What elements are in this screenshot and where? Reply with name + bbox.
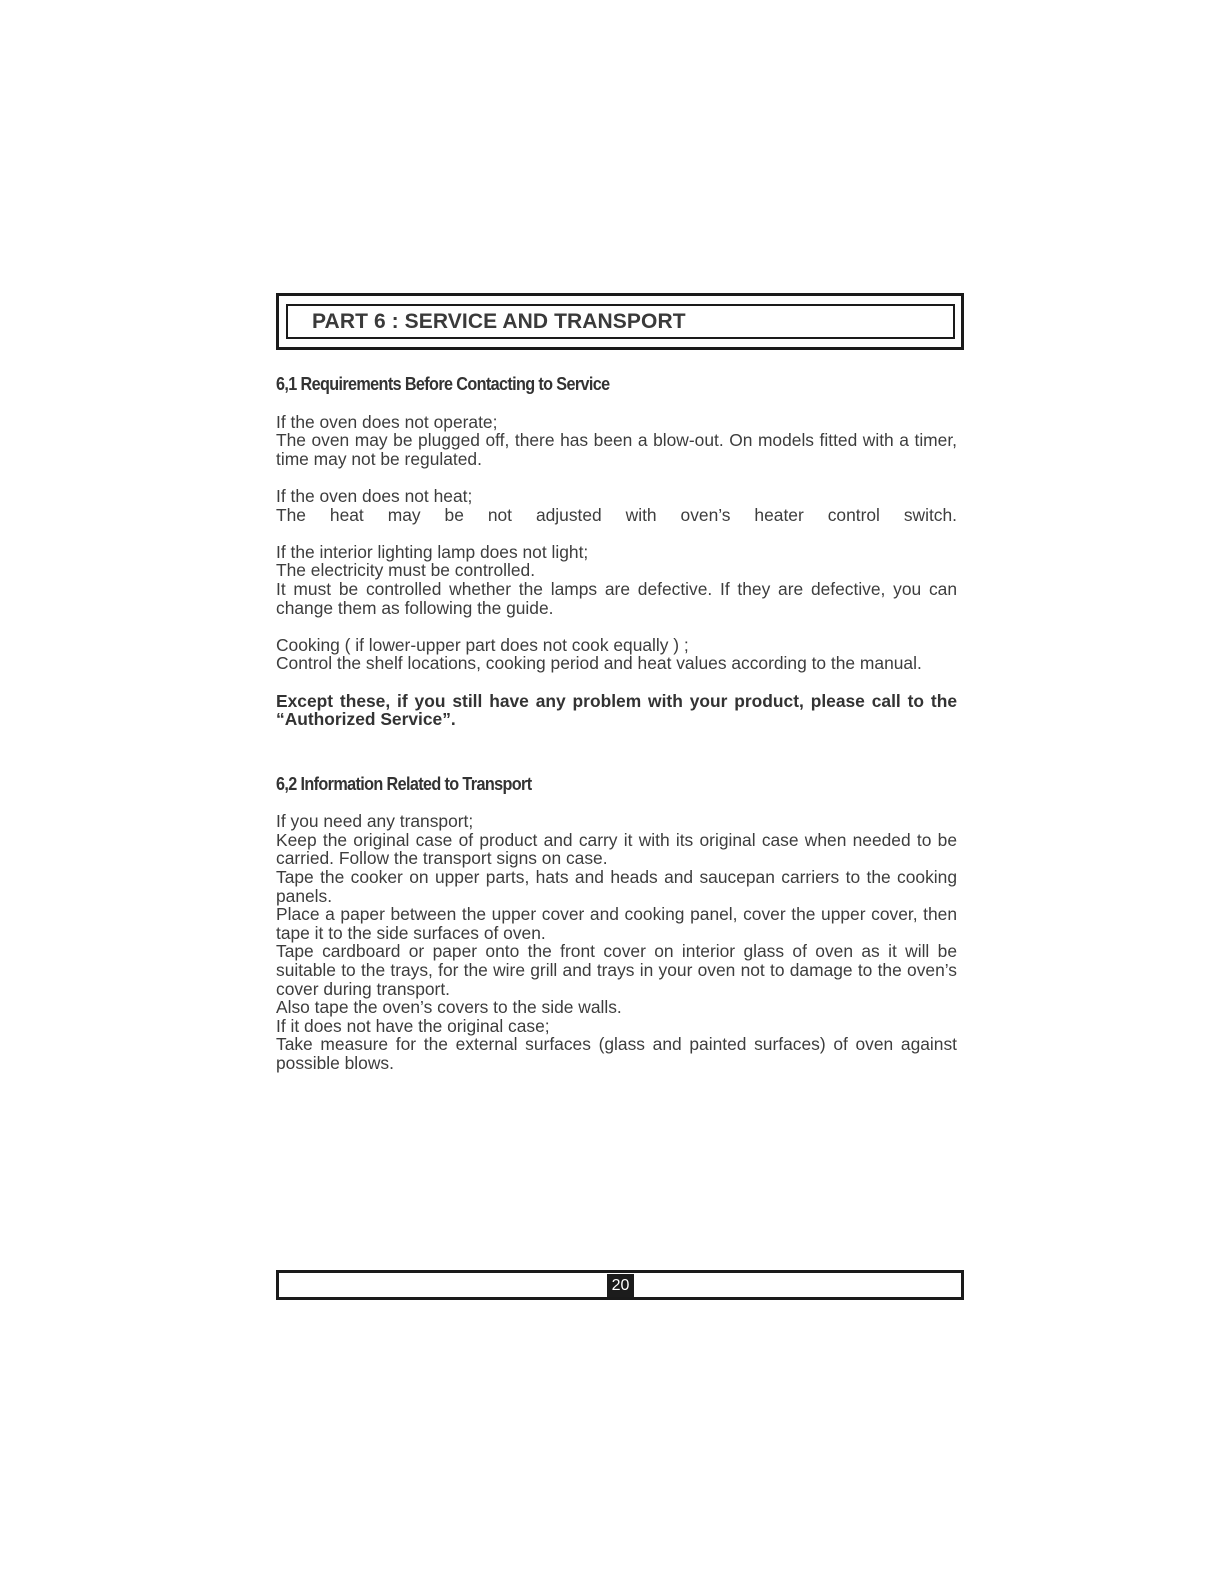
- paragraph-cooking: [276, 636, 957, 673]
- transport-item: Tape the cooker on upper parts, hats and heads and saucepan carriers to the cooking panels.: [276, 867, 957, 906]
- paragraph-intro: If the interior lighting lamp does not light;: [276, 541, 589, 562]
- section-title-inner-frame: [286, 304, 955, 339]
- paragraph-body: The oven may be plugged off, there has been a blow-out. On models fitted with a timer, time may not be regulated.: [276, 430, 957, 469]
- paragraph-intro: Cooking ( if lower-upper part does not cook equally ) ;: [276, 634, 689, 655]
- paragraph-line: The electricity must be controlled.: [276, 560, 536, 581]
- authorized-service-note: Except these, if you still have any problem with your product, please call to the “Authorized Service”.: [276, 690, 957, 730]
- paragraph-lamp: [276, 543, 957, 617]
- page-content: [276, 375, 957, 1091]
- section-title-frame: [276, 293, 964, 350]
- section-heading-transport: 6,2 Information Related to Transport: [276, 773, 532, 794]
- paragraph-intro: If the oven does not heat;: [276, 485, 473, 506]
- paragraph-body: The heat may be not adjusted with oven’s heater control switch.: [276, 504, 957, 525]
- transport-item: Also tape the oven’s covers to the side walls.: [276, 997, 622, 1018]
- transport-item: Keep the original case of product and carry it with its original case when needed to be carried. Follow the transport signs on case.: [276, 829, 957, 869]
- transport-instructions: [276, 812, 957, 1072]
- paragraph-body: Control the shelf locations, cooking period and heat values according to the manual.: [276, 653, 922, 674]
- paragraph-body: It must be controlled whether the lamps are defective. If they are defective, you can change them as following the guide.: [276, 578, 957, 618]
- paragraph-intro: If the oven does not operate;: [276, 411, 498, 432]
- transport-item: If it does not have the original case;: [276, 1015, 550, 1036]
- page-title: PART 6 : SERVICE AND TRANSPORT: [312, 310, 686, 333]
- transport-item: Place a paper between the upper cover and cooking panel, cover the upper cover, then tape it to the side surfaces of oven.: [276, 904, 957, 943]
- section-heading-service: 6,1 Requirements Before Contacting to Service: [276, 374, 610, 394]
- page-number: 20: [607, 1274, 634, 1297]
- transport-item: Tape cardboard or paper onto the front cover on interior glass of oven as it will be suitable to the trays, for the wire grill and trays in your oven not to damage to the oven’s cover during transport.: [276, 941, 957, 999]
- paragraph-not-operate: [276, 413, 957, 469]
- paragraph-not-heat: [276, 487, 957, 524]
- footer-bar: [276, 1270, 964, 1300]
- transport-item: Take measure for the external surfaces (glass and painted surfaces) of oven against possible blows.: [276, 1034, 957, 1073]
- transport-intro: If you need any transport;: [276, 811, 474, 832]
